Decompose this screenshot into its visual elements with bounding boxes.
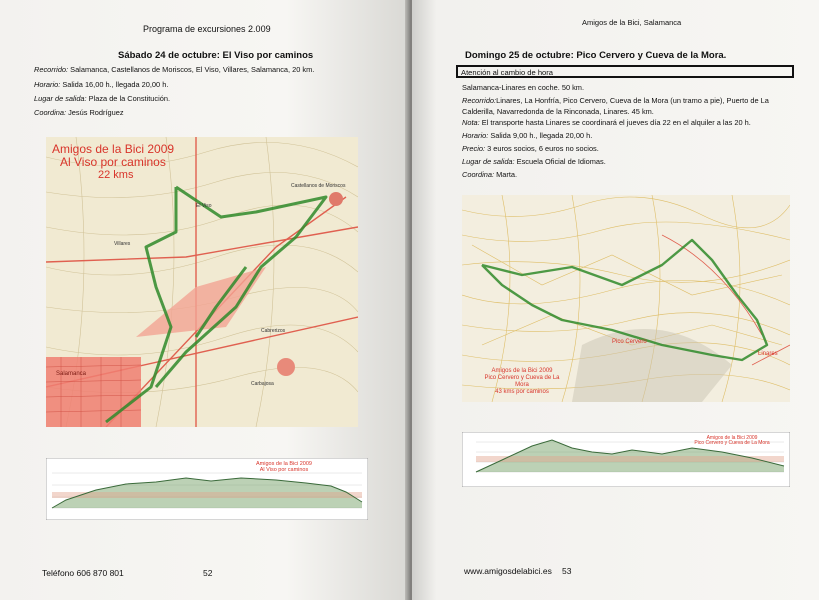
map-caption-4: 43 kms por caminos — [495, 389, 549, 395]
page-number: 53 — [562, 566, 572, 576]
profile-title-2: Pico Cervero y Cueva de La Mora — [694, 440, 770, 446]
map-caption-1: Amigos de la Bici 2009 — [52, 142, 175, 156]
time-change-notice: Atención al cambio de hora — [456, 65, 794, 78]
detail-meeting-place: Lugar de salida: Plaza de la Constitución. — [34, 94, 170, 103]
detail-meeting-place: Lugar de salida: Escuela Oficial de Idiomas. — [462, 157, 606, 166]
map-caption-2: Al Viso por caminos — [60, 155, 166, 169]
elevation-profile — [46, 458, 368, 520]
footer-website: www.amigosdelabici.es — [464, 566, 552, 576]
detail-note: Nota: El transporte hasta Linares se coordinará el jueves día 22 en el alquiler a las 20 h. — [462, 118, 751, 127]
right-page — [412, 0, 819, 600]
map-caption-1: Amigos de la Bici 2009 — [491, 368, 553, 374]
route-map — [46, 137, 358, 427]
profile-title-1: Amigos de la Bici 2009 — [706, 435, 758, 441]
page-header: Programa de excursiones 2.009 — [143, 24, 271, 34]
map-place: Cabrerizos — [261, 328, 286, 334]
map-place: Castellanos de Moriscos — [291, 183, 346, 189]
map-place: El Viso — [196, 203, 212, 209]
page-header: Amigos de la Bici, Salamanca — [582, 18, 682, 27]
detail-route: Recorrido:Linares, La Honfría, Pico Cervero, Cueva de la Mora (un tramo a pie), Puerto de La Calderilla, Navarredonda de la Rinconada, Linares. 45 km. — [462, 96, 769, 116]
map-caption-2: Pico Cervero y Cueva de La — [484, 375, 560, 381]
detail-schedule: Horario: Salida 16,00 h., llegada 20,00 h. — [34, 80, 169, 89]
profile-title-2: Al Viso por caminos — [259, 467, 309, 473]
page-title: Domingo 25 de octubre: Pico Cervero y Cueva de la Mora. — [465, 50, 727, 61]
map-place: Salamanca — [56, 371, 87, 377]
map-place: Linares — [758, 351, 778, 357]
map-caption-3: 22 kms — [98, 169, 134, 181]
detail-schedule: Horario: Salida 9,00 h., llegada 20,00 h. — [462, 131, 593, 140]
map-place: Villares — [114, 241, 131, 247]
map-caption-3: Mora — [515, 382, 529, 388]
detail-route: Recorrido: Salamanca, Castellanos de Moriscos, El Viso, Villares, Salamanca, 20 km. — [34, 65, 315, 74]
map-place: Pico Cervero — [612, 339, 647, 345]
detail-intro: Salamanca-Linares en coche. 50 km. — [462, 83, 585, 92]
page-title: Sábado 24 de octubre: El Viso por caminos — [118, 50, 314, 61]
map-place: Carbajosa — [251, 381, 274, 387]
detail-coordinator: Coordina: Marta. — [462, 170, 518, 179]
route-map — [462, 195, 790, 402]
footer-phone: Teléfono 606 870 801 — [42, 568, 124, 578]
elevation-profile — [462, 432, 790, 487]
page-number: 52 — [203, 568, 213, 578]
detail-coordinator: Coordina: Jesús Rodríguez — [34, 108, 124, 117]
profile-title-1: Amigos de la Bici 2009 — [256, 461, 312, 467]
detail-price: Precio: 3 euros socios, 6 euros no socios. — [462, 144, 599, 153]
